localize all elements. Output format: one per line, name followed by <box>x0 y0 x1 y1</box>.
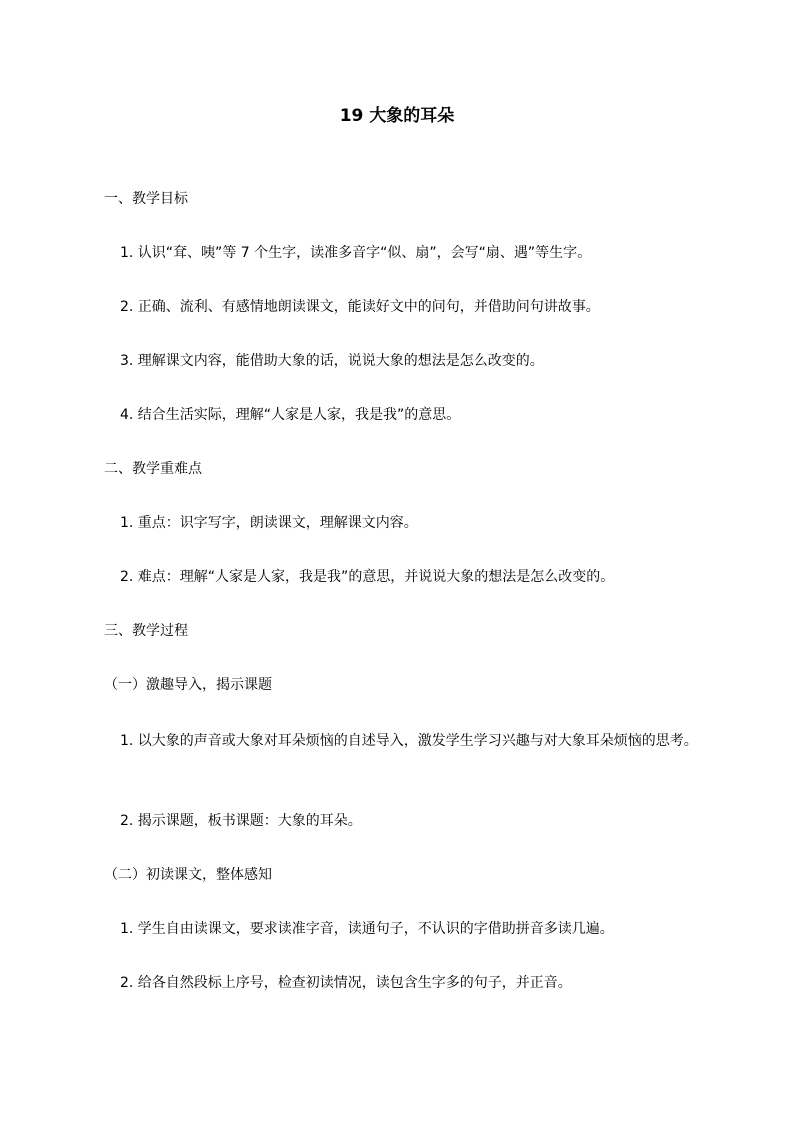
subsection-heading-first-reading: （二）初读课文，整体感知 <box>104 867 272 883</box>
section-heading-process: 三、教学过程 <box>104 623 188 639</box>
section-heading-objectives: 一、教学目标 <box>104 191 188 207</box>
objective-item: 3. 理解课文内容，能借助大象的话，说说大象的想法是怎么改变的。 <box>120 353 544 369</box>
objective-item: 2. 正确、流利、有感情地朗读课文，能读好文中的问句，并借助问句讲故事。 <box>120 299 600 315</box>
section-heading-key-points: 二、教学重难点 <box>104 461 202 477</box>
objective-item: 4. 结合生活实际，理解“人家是人家，我是我”的意思。 <box>120 407 461 423</box>
document-title: 19 大象的耳朵 <box>339 106 455 126</box>
key-point-item: 1. 重点：识字写字，朗读课文，理解课文内容。 <box>120 515 418 531</box>
process-item: 2. 揭示课题，板书课题：大象的耳朵。 <box>120 813 362 829</box>
key-point-item: 2. 难点：理解“人家是人家，我是我”的意思，并说说大象的想法是怎么改变的。 <box>120 569 615 585</box>
objective-item: 1. 认识“耷、咦”等 7 个生字，读准多音字“似、扇”，会写“扇、遇”等生字。 <box>120 245 592 261</box>
process-item: 1. 以大象的声音或大象对耳朵烦恼的自述导入，激发学生学习兴趣与对大象耳朵烦恼的思考。 <box>120 733 698 749</box>
process-item: 1. 学生自由读课文，要求读准字音，读通句子，不认识的字借助拼音多读几遍。 <box>120 921 614 937</box>
process-item: 2. 给各自然段标上序号，检查初读情况，读包含生字多的句子，并正音。 <box>120 975 572 991</box>
subsection-heading-intro: （一）激趣导入，揭示课题 <box>104 677 272 693</box>
